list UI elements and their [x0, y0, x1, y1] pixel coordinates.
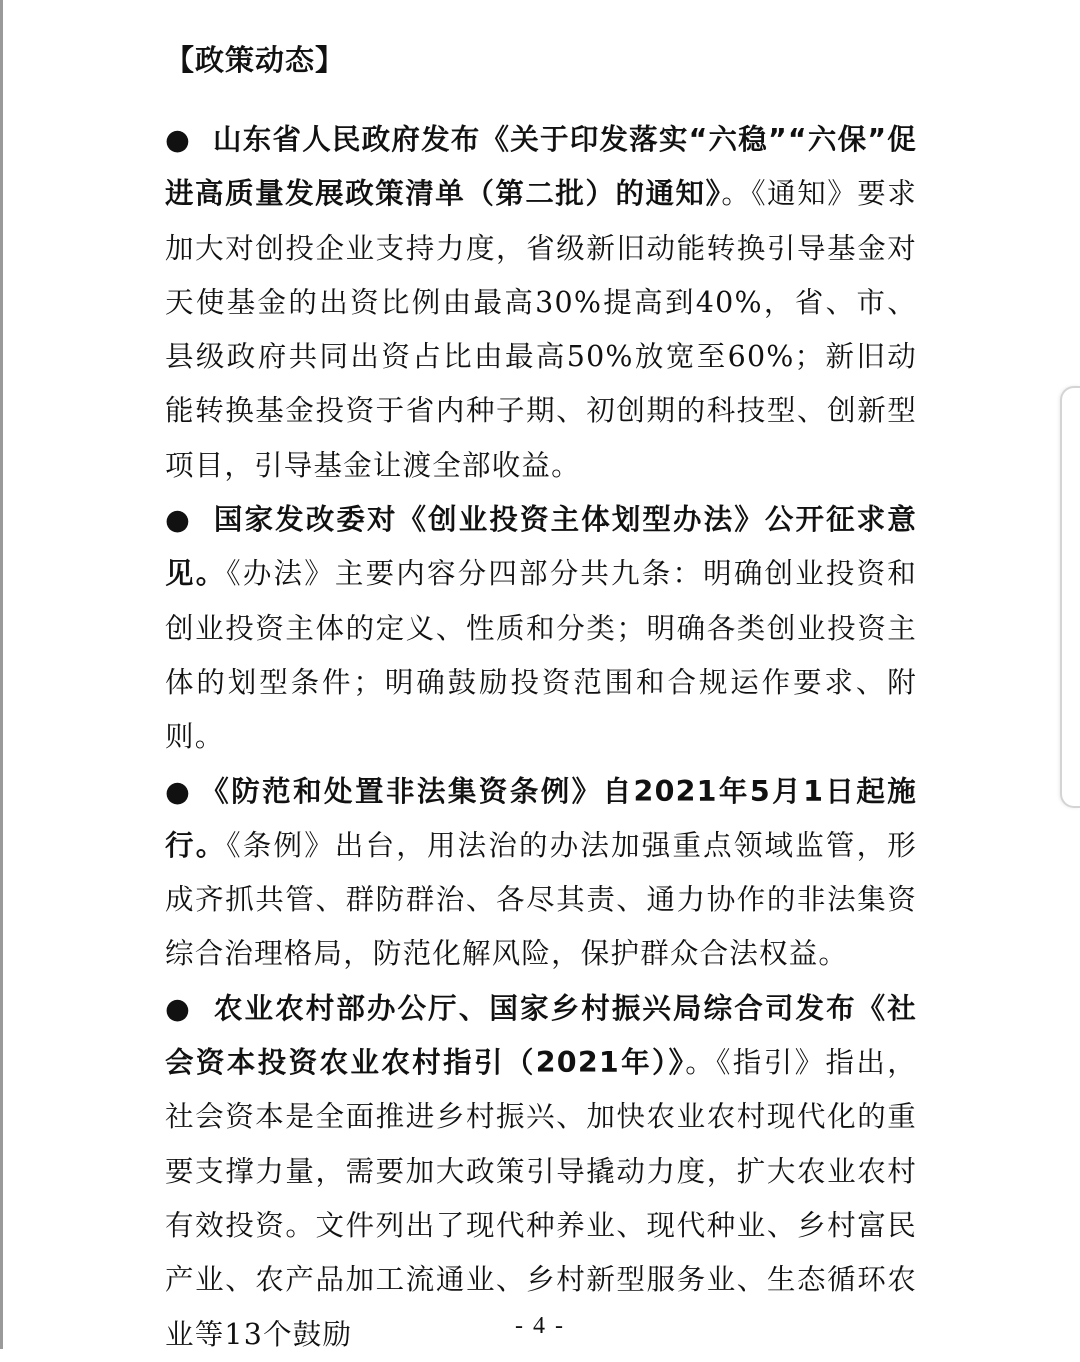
bullet-icon: ●	[165, 503, 192, 537]
item-heading: 山东省人民政府发布《关于印发落实“六稳”“六保”促进高质量发展政策清单（第二批）的通知》	[165, 123, 917, 211]
list-item	[165, 493, 917, 764]
item-text: 。《指引》指出，社会资本是全面推进乡村振兴、加快农业农村现代化的重要支撑力量，需要加大政策引导撬动力度，扩大农业农村有效投资。文件列出了现代种养业、现代种业、乡村富民产业、农产品加工流通业、乡村新型服务业、生态循环农业等13个鼓励	[165, 1046, 917, 1351]
item-text: 《办法》主要内容分四部分共九条：明确创业投资和创业投资主体的定义、性质和分类；明确各类创业投资主体的划型条件；明确鼓励投资范围和合规运作要求、附则。	[165, 557, 917, 754]
item-text: 。《通知》要求加大对创投企业支持力度，省级新旧动能转换引导基金对天使基金的出资比例由最高30%提高到40%，省、市、县级政府共同出资占比由最高50%放宽至60%；新旧动能转换基金投资于省内种子期、初创期的科技型、创新型项目，引导基金让渡全部收益。	[165, 177, 917, 482]
list-item	[165, 765, 917, 982]
item-text: 《条例》出台，用法治的办法加强重点领域监管，形成齐抓共管、群防群治、各尽其责、通力协作的非法集资综合治理格局，防范化解风险，保护群众合法权益。	[165, 828, 917, 971]
section-title: 【政策动态】	[165, 43, 346, 77]
page-number: - 4 -	[515, 1313, 565, 1339]
document-body	[165, 113, 917, 1362]
bullet-icon: ●	[165, 774, 192, 808]
item-heading: 农业农村部办公厅、国家乡村振兴局综合司发布《社会资本投资农业农村指引（2021年）》	[165, 991, 917, 1080]
scroll-handle[interactable]	[1060, 386, 1080, 808]
list-item	[165, 113, 917, 493]
bullet-icon: ●	[165, 123, 192, 156]
item-heading: 《防范和处置非法集资条例》自2021年5月1日起施行。	[165, 774, 917, 862]
list-item	[165, 982, 917, 1362]
page-left-edge	[0, 0, 3, 1349]
bullet-icon: ●	[165, 991, 192, 1025]
item-heading: 国家发改委对《创业投资主体划型办法》公开征求意见。	[165, 503, 917, 591]
